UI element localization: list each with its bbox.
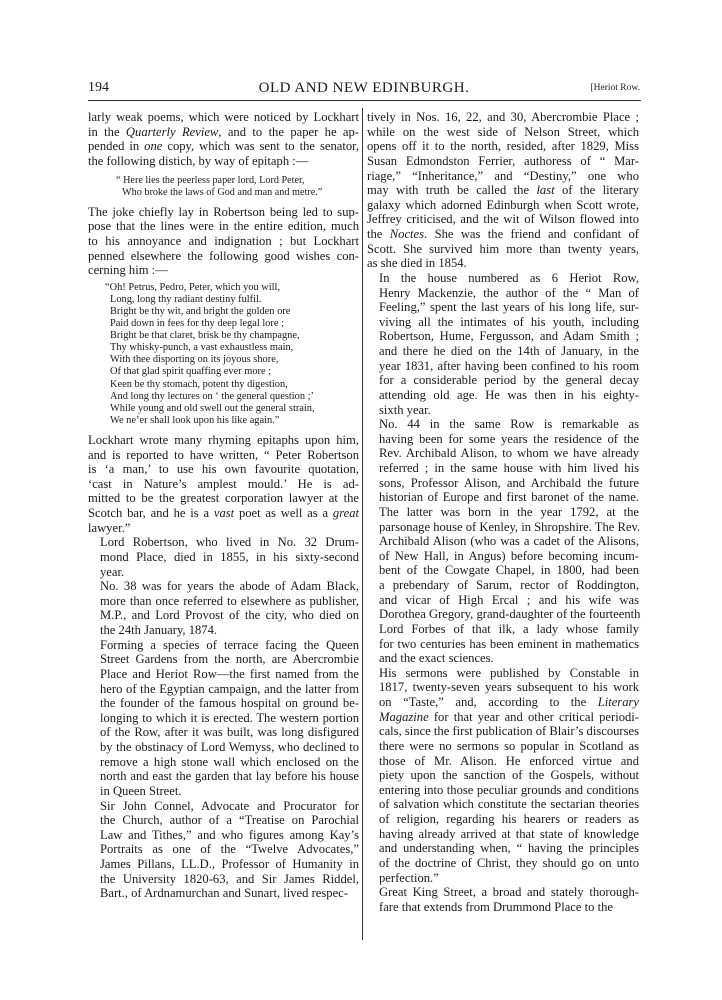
text-line: and there he died on the 14th of January, in the bbox=[379, 344, 639, 358]
right-column bbox=[367, 110, 639, 914]
text-line: galaxy which adorned Edinburgh when Scott wrote, bbox=[367, 197, 639, 212]
text-line: Law and Tithes,” and who figures among Kay’s bbox=[100, 827, 359, 842]
text-line: in the Quarterly Review, and to the paper he ap- bbox=[88, 124, 359, 139]
text-line: remove a high stone wall which enclosed on the bbox=[100, 754, 359, 769]
text-line: in Queen Street. bbox=[100, 783, 182, 798]
text-line: Scott. She survived him more than twenty years, bbox=[367, 241, 639, 256]
text-line: Scotch bar, and he is a vast poet as well as a great bbox=[88, 506, 360, 521]
paragraph bbox=[88, 110, 359, 169]
page-number: 194 bbox=[88, 80, 109, 95]
text-line: Dorothea Gregory, grand-daughter of the fourteenth bbox=[379, 607, 641, 622]
verse-line: Bright be thy wit, and bright the golden ore bbox=[110, 306, 291, 317]
text-line: those of Mr. Alison. He enforced virtue and bbox=[379, 753, 639, 768]
text-line: pended in one copy, which was sent to the senator, bbox=[88, 139, 359, 154]
text-line: No. 44 in the same Row is remarkable as bbox=[379, 417, 639, 432]
verse-line: While young and old swell out the general strain, bbox=[110, 402, 315, 414]
text-line: fare that extends from Drummond Place to the bbox=[379, 899, 613, 914]
text-line: In the house numbered as 6 Heriot Row, bbox=[379, 270, 639, 285]
paragraph bbox=[367, 271, 639, 417]
text-line: lawyer.” bbox=[88, 520, 131, 535]
text-line: perfection.” bbox=[379, 870, 439, 885]
text-line: The latter was born in the year 1792, at the bbox=[379, 504, 639, 519]
text-line: entering into those peculiar grounds and conditions bbox=[379, 782, 639, 797]
text-line: the following distich, by way of epitaph :— bbox=[88, 153, 309, 168]
text-line: Great King Street, a broad and stately thorough- bbox=[379, 885, 639, 900]
text-line: a prebendary of Sarum, rector of Roddington, bbox=[379, 578, 639, 592]
running-head bbox=[88, 80, 640, 98]
text-line: Susan Edmondston Ferrier, authoress of “ Mar- bbox=[367, 153, 639, 168]
text-line: to his annoyance and indignation ; but Lockhart bbox=[88, 233, 359, 248]
paragraph bbox=[88, 433, 359, 535]
text-line: Forming a species of terrace facing the Queen bbox=[100, 637, 359, 652]
text-line: attending old age. He was then in his eighty- bbox=[379, 387, 639, 402]
text-line: Jeffrey criticised, and the wit of Wilson flowed into bbox=[367, 212, 639, 227]
verse-line: And long thy lectures on ‘ the general question ;’ bbox=[110, 390, 315, 402]
text-line: north and east the garden that lay before his house bbox=[100, 769, 359, 784]
text-line: mitted to be the greatest corporation lawyer at the bbox=[88, 491, 359, 506]
text-line: penned elsewhere the following good wishes con- bbox=[88, 248, 359, 263]
verse-line: We ne’er shall look upon his like again.” bbox=[110, 414, 280, 426]
text-line: on “Taste,” and, according to the Literary bbox=[379, 695, 639, 709]
text-line: bent of the Cowgate Chapel, in 1800, had been bbox=[379, 563, 639, 578]
text-line: Bart., of Ardnamurchan and Sunart, lived respec- bbox=[100, 886, 348, 901]
text-line: pose that the lines were in the entire edition, much bbox=[88, 219, 359, 234]
text-line: opens off it to the north, resided, after 1829, Miss bbox=[367, 139, 639, 154]
verse-line: Bright be that claret, brisk be thy champagne, bbox=[110, 330, 300, 342]
paragraph bbox=[88, 579, 359, 638]
paragraph bbox=[88, 799, 359, 901]
text-line: of the Row, after it was built, was long disfigured bbox=[100, 725, 359, 740]
text-line: ‘cast in Nature’s amplest mould.’ He is ad- bbox=[88, 476, 359, 491]
text-line: the founder of the famous hospital on ground be- bbox=[100, 696, 359, 711]
text-line: and vicar of High Ercal ; and his wife was bbox=[379, 592, 639, 607]
text-line: riage,” “Inheritance,” and “Destiny,” one who bbox=[367, 168, 639, 183]
text-line: Henry Mackenzie, the author of the “ Man of bbox=[379, 285, 639, 300]
text-line: as she died in 1854. bbox=[367, 256, 467, 271]
text-line: Sir John Connel, Advocate and Procurator for bbox=[100, 798, 359, 813]
text-line: is ‘a man,’ to use his own favourite quotation, bbox=[88, 462, 359, 477]
text-line: while on the west side of Nelson Street, which bbox=[367, 124, 639, 139]
verse-line: Thy whisky-punch, a vast exhaustless main, bbox=[110, 342, 294, 354]
verse-line: With thee disporting on its joyous shore, bbox=[110, 354, 279, 366]
left-column bbox=[88, 110, 359, 901]
text-line: for a considerable period by the general decay bbox=[379, 373, 639, 388]
text-line: cerning him :— bbox=[88, 263, 168, 278]
text-line: The joke chiefly lay in Robertson being led to sup- bbox=[88, 204, 359, 219]
verse-line: Of that glad spirit quaffing ever more ; bbox=[110, 366, 272, 378]
text-line: Rev. Archibald Alison, to whom we have already bbox=[379, 446, 639, 461]
text-line: of the doctrine of Christ, they should go on unto bbox=[379, 855, 639, 870]
paragraph bbox=[367, 417, 639, 666]
text-line: having already arrived at that state of knowledge bbox=[379, 826, 639, 841]
text-line: Place and Heriot Row—the first named from the bbox=[100, 666, 359, 681]
paragraph bbox=[88, 205, 359, 278]
text-line: longing to which it is erected. The western portion bbox=[100, 710, 359, 725]
text-line: piety upon the sanction of the Gospels, without bbox=[379, 768, 639, 783]
text-line: Lockhart wrote many rhyming epitaphs upon him, bbox=[88, 432, 359, 447]
section-label: [Heriot Row. bbox=[590, 83, 640, 93]
text-line: of salvation which constitute the sectarian theories bbox=[379, 797, 639, 812]
text-line: having been for some years the residence of the bbox=[379, 431, 639, 446]
text-line: by the obstinacy of Lord Wemyss, who declined to bbox=[100, 740, 359, 755]
text-line: parsonage house of Kenley, in Shropshire. The Rev. bbox=[379, 519, 641, 534]
epitaph-verse bbox=[116, 174, 359, 199]
verse-line: “Oh! Petrus, Pedro, Peter, which you will, bbox=[105, 281, 281, 293]
text-line: hero of the Egyptian campaign, and the latter from bbox=[100, 681, 359, 696]
text-line: sixth year. bbox=[379, 402, 431, 417]
text-line: cals, since the first publication of Blair’s discourses bbox=[379, 724, 639, 739]
text-line: Feeling,” spent the last years of his long life, sur- bbox=[379, 300, 639, 315]
paragraph bbox=[88, 535, 359, 579]
text-line: Robertson, Hume, Fergusson, and Adam Smith ; bbox=[379, 329, 639, 344]
text-line: mond Place, died in 1855, in his sixty-second bbox=[100, 549, 359, 564]
text-line: the Church, author of a “Treatise on Parochial bbox=[100, 813, 359, 828]
text-line: historian of Europe and first baronet of the name. bbox=[379, 490, 639, 505]
text-line: Lord Robertson, who lived in No. 32 Drum- bbox=[100, 535, 359, 550]
verse-line: “ Here lies the peerless paper lord, Lord Peter, bbox=[116, 174, 305, 186]
text-line: and is reported to have written, “ Peter Robertson bbox=[88, 447, 359, 462]
text-line: and the exact sciences. bbox=[379, 651, 494, 666]
text-line: tively in Nos. 16, 22, and 30, Abercrombie Place ; bbox=[367, 110, 639, 124]
text-line: the 24th January, 1874. bbox=[100, 623, 218, 638]
paragraph bbox=[88, 638, 359, 799]
text-line: may with truth be called the last of the literary bbox=[367, 183, 639, 198]
text-line: for two centuries has been eminent in mathematics bbox=[379, 636, 639, 651]
text-line: referred ; in the same house with him lived his bbox=[379, 461, 639, 475]
column-divider bbox=[362, 108, 363, 940]
paragraph bbox=[367, 666, 639, 885]
text-line: of New Hall, in Angus) before becoming incum- bbox=[379, 548, 639, 563]
text-line: Lord Forbes of that ilk, a lady whose family bbox=[379, 621, 639, 636]
text-line: Portraits as one of the “Twelve Advocates,” bbox=[100, 842, 359, 857]
text-line: the University 1820-63, and Sir James Riddel, bbox=[100, 871, 359, 886]
text-line: M.P., and Lord Provost of the city, who died on bbox=[100, 608, 359, 623]
text-line: 1817, twenty-seven years subsequent to his work bbox=[379, 680, 639, 695]
verse-line: Long, long thy radiant destiny fulfil. bbox=[110, 293, 262, 305]
text-line: No. 38 was for years the abode of Adam Black, bbox=[100, 579, 359, 594]
text-line: year 1831, after having been confined to his room bbox=[379, 358, 639, 373]
text-line: viving all the intimates of his youth, including bbox=[379, 314, 639, 329]
text-line: larly weak poems, which were noticed by Lockhart bbox=[88, 110, 359, 124]
running-title: OLD AND NEW EDINBURGH. bbox=[258, 80, 470, 96]
verse-line: Keen be thy stomach, potent thy digestion, bbox=[110, 378, 288, 390]
paragraph bbox=[367, 885, 639, 914]
text-line: of religion, regarding his hearers or readers as bbox=[379, 812, 639, 826]
text-line: year. bbox=[100, 564, 125, 579]
verse-line: Paid down in fees for thy deep legal lore ; bbox=[110, 318, 284, 330]
text-line: the Noctes. She was the friend and confidant of bbox=[367, 227, 639, 241]
text-line: His sermons were published by Constable in bbox=[379, 665, 639, 680]
text-line: more than once referred to elsewhere as publisher, bbox=[100, 593, 359, 608]
text-line: there were no sermons so popular in Scotland as bbox=[379, 738, 639, 753]
text-line: Archibald Alison (who was a cadet of the Alisons, bbox=[379, 534, 639, 549]
text-line: and understanding when, “ having the principles bbox=[379, 841, 639, 856]
paragraph bbox=[367, 110, 639, 271]
text-line: Magazine for that year and other critical periodi- bbox=[379, 709, 639, 724]
header-rule bbox=[88, 100, 641, 101]
poem-verse bbox=[105, 281, 359, 427]
text-line: Street Gardens from the north, are Abercrombie bbox=[100, 652, 359, 667]
verse-line: Who broke the laws of God and man and metre.” bbox=[122, 186, 323, 198]
text-line: sons, Professor Alison, and Archibald the future bbox=[379, 475, 639, 490]
text-line: James Pillans, LL.D., Professor of Humanity in bbox=[100, 857, 359, 872]
